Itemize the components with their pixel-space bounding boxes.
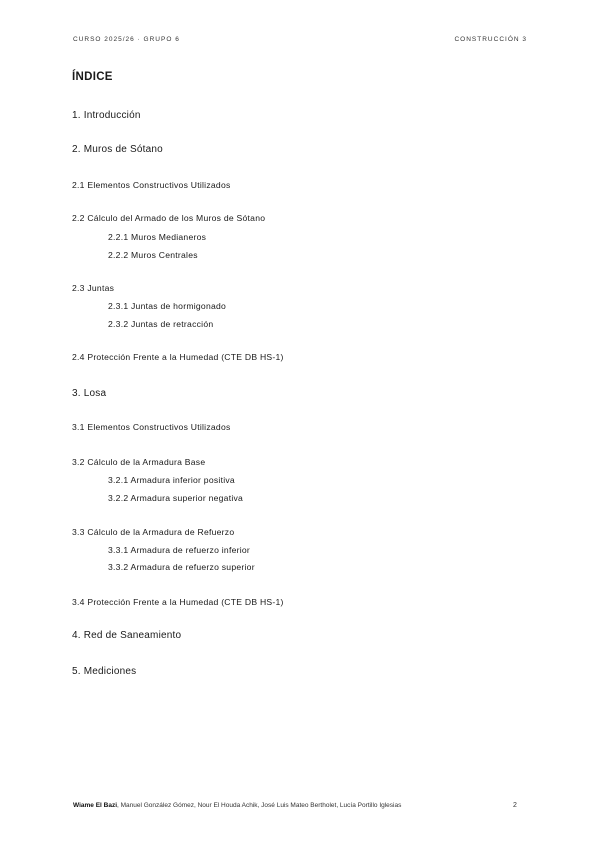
subject-header: CONSTRUCCIÓN 3 [454,36,527,43]
toc-item[interactable]: 3.1 Elementos Constructivos Utilizados [72,422,231,432]
toc-item[interactable]: 3. Losa [72,388,107,399]
toc-item[interactable]: 4. Red de Saneamiento [72,630,182,641]
toc-item[interactable]: 3.4 Protección Frente a la Humedad (CTE DB HS-1) [72,597,284,607]
toc-item[interactable]: 2.4 Protección Frente a la Humedad (CTE DB HS-1) [72,352,284,362]
lead-author: Wiame El Bazi [73,802,118,809]
toc-subitem[interactable]: 2.2.1 Muros Medianeros [108,232,207,242]
toc-item[interactable]: 2. Muros de Sótano [72,144,163,155]
other-authors: , Manuel González Gómez, Nour El Houda Achik, José Luis Mateo Bertholet, Lucía Portillo Iglesias [117,802,402,809]
toc-subitem[interactable]: 2.3.2 Juntas de retracción [108,319,214,329]
toc-item[interactable]: 5. Mediciones [72,666,137,677]
toc-subitem[interactable]: 3.3.2 Armadura de refuerzo superior [108,562,255,572]
toc-item[interactable]: 2.2 Cálculo del Armado de los Muros de Sótano [72,213,266,223]
page-title: ÍNDICE [72,71,113,83]
toc-subitem[interactable]: 3.3.1 Armadura de refuerzo inferior [108,545,251,555]
toc-item[interactable]: 3.2 Cálculo de la Armadura Base [72,457,206,467]
page-number: 2 [513,802,517,809]
toc-item[interactable]: 1. Introducción [72,110,141,121]
toc-subitem[interactable]: 2.3.1 Juntas de hormigonado [108,301,227,311]
toc-subitem[interactable]: 3.2.1 Armadura inferior positiva [108,475,235,485]
authors-footer [73,802,401,809]
toc-item[interactable]: 2.1 Elementos Constructivos Utilizados [72,180,231,190]
toc-subitem[interactable]: 3.2.2 Armadura superior negativa [108,493,244,503]
toc-item[interactable]: 3.3 Cálculo de la Armadura de Refuerzo [72,527,235,537]
course-header: CURSO 2025/26 · GRUPO 6 [73,36,180,43]
toc-item[interactable]: 2.3 Juntas [72,283,115,293]
toc-subitem[interactable]: 2.2.2 Muros Centrales [108,250,198,260]
